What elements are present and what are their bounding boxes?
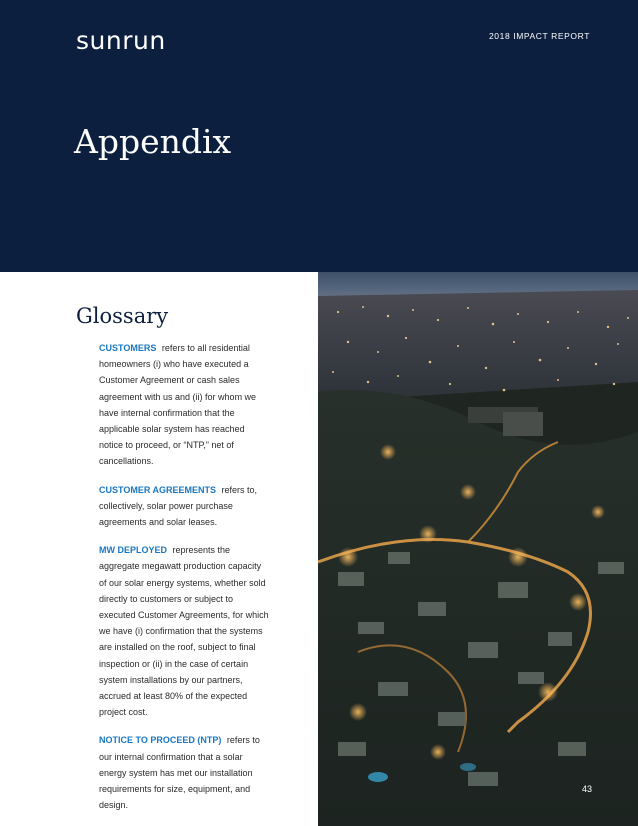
- glossary-title: Glossary: [76, 304, 169, 328]
- city-night-photo: [318, 272, 638, 826]
- glossary-list: [99, 340, 271, 825]
- glossary-definition: refers to all residential homeowners (i) who have executed a Customer Agreement or cash sales agreement with us and (ii) for whom we have internal confirmation that the applicable solar system has reached notice to proceed, or “NTP,” net of cancellations.: [99, 343, 257, 467]
- page-number: 43: [581, 784, 592, 794]
- glossary-entry-mw-deployed: [99, 542, 271, 720]
- glossary-term: CUSTOMER AGREEMENTS: [99, 484, 217, 495]
- glossary-entry-ntp: [99, 732, 271, 813]
- glossary-definition: refers to, collectively, solar power purchase agreements and solar leases.: [99, 484, 258, 528]
- page-title: Appendix: [74, 122, 232, 161]
- header-banner: [0, 0, 638, 272]
- glossary-entry-customer-agreements: [99, 482, 271, 531]
- glossary-definition: refers to our internal confirmation that a solar energy system has met our installation requirements for size, equipment, and design.: [99, 735, 260, 811]
- sunrun-logo: sunrun: [76, 26, 166, 55]
- glossary-definition: represents the aggregate megawatt production capacity of our solar energy systems, whether sold directly to customers or subject to executed Customer Agreements, for which we have (i) confirmation that the systems are installed on the roof, subject to final inspection or (ii) in the case of certain system installations by our partners, accrued at least 80% of the expected project cost.: [99, 545, 269, 718]
- glossary-term: CUSTOMERS: [99, 343, 157, 353]
- glossary-term: NOTICE TO PROCEED (NTP): [99, 735, 222, 746]
- glossary-entry-customers: [99, 340, 271, 470]
- glossary-term: MW DEPLOYED: [99, 545, 168, 556]
- report-label: 2018 IMPACT REPORT: [488, 31, 590, 41]
